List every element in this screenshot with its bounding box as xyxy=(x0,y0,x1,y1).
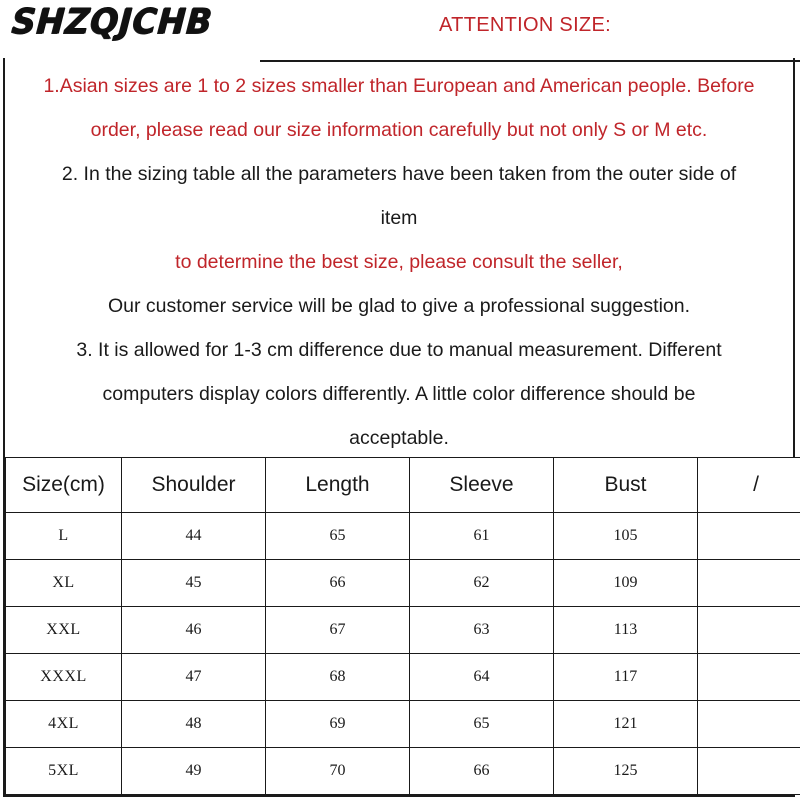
table-cell: 66 xyxy=(266,560,410,607)
table-header-cell: Shoulder xyxy=(122,458,266,513)
table-cell: 49 xyxy=(122,748,266,795)
note-line: to determine the best size, please consult the seller, xyxy=(175,251,623,273)
note-line: acceptable. xyxy=(349,427,449,449)
header-band xyxy=(0,0,800,58)
table-cell xyxy=(698,701,800,748)
note-line: 1.Asian sizes are 1 to 2 sizes smaller than European and American people. Before xyxy=(43,75,755,97)
table-cell: XXL xyxy=(6,607,122,654)
table-cell xyxy=(698,560,800,607)
table-header-cell: Size(cm) xyxy=(6,458,122,513)
content-frame xyxy=(3,58,795,797)
table-cell: 117 xyxy=(554,654,698,701)
brand-logo: SHZQJCHB xyxy=(10,0,215,43)
table-cell: 125 xyxy=(554,748,698,795)
table-cell: 61 xyxy=(410,513,554,560)
table-cell xyxy=(698,513,800,560)
table-row xyxy=(6,701,800,748)
table-cell: 70 xyxy=(266,748,410,795)
table-cell: 62 xyxy=(410,560,554,607)
attention-size-title: ATTENTION SIZE: xyxy=(439,14,611,36)
table-cell: 66 xyxy=(410,748,554,795)
table-cell: 44 xyxy=(122,513,266,560)
table-cell: 45 xyxy=(122,560,266,607)
table-cell xyxy=(698,607,800,654)
size-table-body xyxy=(6,513,800,795)
table-cell: 46 xyxy=(122,607,266,654)
note-line: item xyxy=(380,207,418,229)
table-header-cell: Bust xyxy=(554,458,698,513)
table-cell: 65 xyxy=(410,701,554,748)
table-cell: 64 xyxy=(410,654,554,701)
table-cell: 113 xyxy=(554,607,698,654)
size-table xyxy=(5,457,800,795)
note-line: order, please read our size information carefully but not only S or M etc. xyxy=(90,119,708,141)
table-row xyxy=(6,607,800,654)
table-cell: 65 xyxy=(266,513,410,560)
table-cell: XL xyxy=(6,560,122,607)
size-table-head xyxy=(6,458,800,513)
table-cell xyxy=(698,654,800,701)
table-cell: 63 xyxy=(410,607,554,654)
table-row xyxy=(6,560,800,607)
table-cell: 4XL xyxy=(6,701,122,748)
note-line: 2. In the sizing table all the parameters have been taken from the outer side of xyxy=(61,163,737,185)
table-cell: 48 xyxy=(122,701,266,748)
note-line: Our customer service will be glad to give a professional suggestion. xyxy=(107,295,691,317)
table-cell: 109 xyxy=(554,560,698,607)
table-cell: 69 xyxy=(266,701,410,748)
table-cell: 105 xyxy=(554,513,698,560)
note-line: computers display colors differently. A little color difference should be xyxy=(102,383,696,405)
table-cell: 67 xyxy=(266,607,410,654)
note-line: 3. It is allowed for 1-3 cm difference due to manual measurement. Different xyxy=(76,339,722,361)
table-row xyxy=(6,748,800,795)
table-cell: 68 xyxy=(266,654,410,701)
table-cell: 121 xyxy=(554,701,698,748)
table-cell xyxy=(698,748,800,795)
table-header-cell: Length xyxy=(266,458,410,513)
table-row xyxy=(6,654,800,701)
frame-top-rule xyxy=(260,60,800,62)
table-cell: L xyxy=(6,513,122,560)
table-cell: 47 xyxy=(122,654,266,701)
table-header-row xyxy=(6,458,800,513)
table-cell: XXXL xyxy=(6,654,122,701)
table-row xyxy=(6,513,800,560)
table-header-cell: Sleeve xyxy=(410,458,554,513)
table-header-cell: / xyxy=(698,458,800,513)
table-cell: 5XL xyxy=(6,748,122,795)
size-notes-block xyxy=(5,58,793,460)
